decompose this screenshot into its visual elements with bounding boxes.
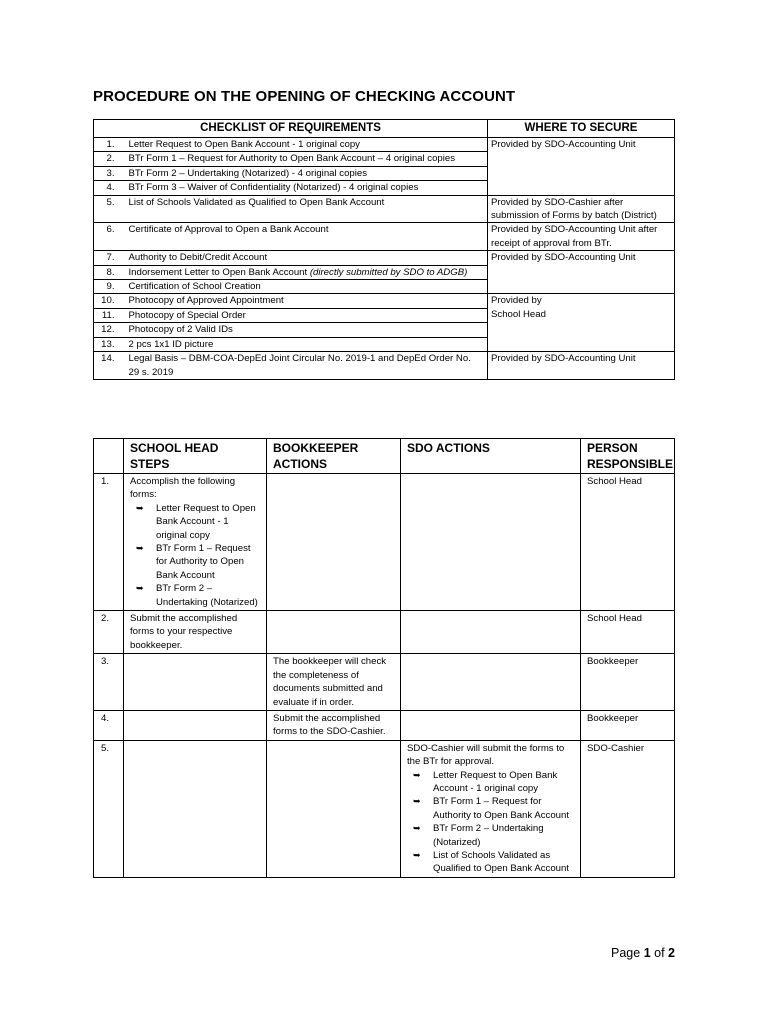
- bookkeeper-action: [267, 474, 401, 611]
- table-header-row: [94, 439, 675, 474]
- requirement-text: Photocopy of Special Order: [121, 308, 488, 322]
- list-item: ➥ BTr Form 1 – Request for Authority to Open Bank Account: [130, 542, 260, 582]
- table-row: [94, 251, 675, 265]
- requirement-text: Legal Basis – DBM-COA-DepEd Joint Circular No. 2019-1 and DepEd Order No. 29 s. 2019: [121, 352, 488, 380]
- requirement-main: Indorsement Letter to Open Bank Account: [128, 266, 310, 278]
- school-head-steps-header: SCHOOL HEAD STEPS: [124, 439, 267, 474]
- item-number: 3.: [94, 166, 121, 180]
- item-number: 10.: [94, 294, 121, 308]
- person-responsible-header: PERSON RESPONSIBLE: [581, 439, 675, 474]
- table-row: [94, 138, 675, 152]
- list-item: ➥ BTr Form 1 – Request for Authority to Open Bank Account: [407, 795, 574, 822]
- requirement-text: Authority to Debit/Credit Account: [121, 251, 488, 265]
- person-responsible: School Head: [581, 474, 675, 611]
- page-word: Page: [611, 946, 641, 960]
- requirement-text: BTr Form 1 – Request for Authority to Open Bank Account – 4 original copies: [121, 152, 488, 166]
- page-title: PROCEDURE ON THE OPENING OF CHECKING ACCOUNT: [93, 88, 516, 105]
- list-item: ➥ BTr Form 2 – Undertaking (Notarized): [407, 822, 574, 849]
- bookkeeper-action: [267, 740, 401, 877]
- requirement-text: [121, 265, 488, 279]
- item-number: 7.: [94, 251, 121, 265]
- bookkeeper-action: Submit the accomplished forms to the SDO-Cashier.: [267, 710, 401, 740]
- current-page: 1: [643, 946, 651, 960]
- where-to-secure: Provided by SDO-Accounting Unit: [488, 352, 675, 380]
- where-header: WHERE TO SECURE: [488, 120, 675, 138]
- step-number: 2.: [94, 611, 124, 654]
- step-number-header: [94, 439, 124, 474]
- table-row: [94, 474, 675, 611]
- requirement-text: BTr Form 3 – Waiver of Confidentiality (Notarized) - 4 original copies: [121, 181, 488, 195]
- table-row: [94, 195, 675, 223]
- where-to-secure: Provided by SDO-Accounting Unit after receipt of approval from BTr.: [488, 223, 675, 251]
- table-row: [94, 611, 675, 654]
- list-item: ➥ BTr Form 2 – Undertaking (Notarized): [130, 582, 260, 609]
- requirement-text: Letter Request to Open Bank Account - 1 original copy: [121, 138, 488, 152]
- table-row: [94, 654, 675, 711]
- item-number: 1.: [94, 138, 121, 152]
- item-number: 5.: [94, 195, 121, 223]
- sdo-action: [401, 740, 581, 877]
- bookkeeper-action: [267, 611, 401, 654]
- requirement-text: BTr Form 2 – Undertaking (Notarized) - 4 original copies: [121, 166, 488, 180]
- bookkeeper-actions-header: BOOKKEEPER ACTIONS: [267, 439, 401, 474]
- item-number: 4.: [94, 181, 121, 195]
- requirement-text: Photocopy of Approved Appointment: [121, 294, 488, 308]
- step-intro: SDO-Cashier will submit the forms to the BTr for approval.: [407, 742, 565, 768]
- where-to-secure: Provided by SDO-Accounting Unit: [488, 138, 675, 196]
- table-header-row: [94, 120, 675, 138]
- item-number: 14.: [94, 352, 121, 380]
- table-row: [94, 223, 675, 251]
- requirement-text: Certification of School Creation: [121, 280, 488, 294]
- sdo-action: [401, 611, 581, 654]
- table-row: [94, 294, 675, 308]
- of-word: of: [654, 946, 665, 960]
- step-number: 1.: [94, 474, 124, 611]
- school-head-step: [124, 710, 267, 740]
- school-head-source: Provided by School Head: [491, 295, 546, 320]
- school-head-step: [124, 654, 267, 711]
- item-number: 13.: [94, 337, 121, 351]
- item-number: 8.: [94, 265, 121, 279]
- school-head-step: Submit the accomplished forms to your respective bookkeeper.: [124, 611, 267, 654]
- school-head-step: [124, 474, 267, 611]
- bookkeeper-action: The bookkeeper will check the completeness of documents submitted and evaluate if in order.: [267, 654, 401, 711]
- page-number: [611, 946, 675, 960]
- item-number: 2.: [94, 152, 121, 166]
- form-list: [407, 769, 574, 876]
- list-item: ➥ List of Schools Validated as Qualified to Open Bank Account: [407, 849, 574, 876]
- sdo-action: [401, 654, 581, 711]
- where-to-secure: Provided by SDO-Accounting Unit: [488, 251, 675, 294]
- sdo-actions-header: SDO ACTIONS: [401, 439, 581, 474]
- step-number: 5.: [94, 740, 124, 877]
- checklist-header: CHECKLIST OF REQUIREMENTS: [94, 120, 488, 138]
- requirement-text: 2 pcs 1x1 ID picture: [121, 337, 488, 351]
- where-to-secure: [488, 294, 675, 352]
- person-responsible: SDO-Cashier: [581, 740, 675, 877]
- step-intro: Accomplish the following forms:: [130, 476, 236, 501]
- total-pages: 2: [668, 946, 675, 960]
- form-list: [130, 502, 260, 609]
- requirements-checklist-table: [93, 119, 675, 380]
- person-responsible: School Head: [581, 611, 675, 654]
- requirement-text: List of Schools Validated as Qualified to Open Bank Account: [121, 195, 488, 223]
- item-number: 12.: [94, 323, 121, 337]
- list-item: ➥ Letter Request to Open Bank Account - 1 original copy: [130, 502, 260, 542]
- step-number: 3.: [94, 654, 124, 711]
- school-head-step: [124, 740, 267, 877]
- table-row: [94, 710, 675, 740]
- where-to-secure: Provided by SDO-Cashier after submission of Forms by batch (District): [488, 195, 675, 223]
- requirement-text: Certificate of Approval to Open a Bank Account: [121, 223, 488, 251]
- sdo-action: [401, 474, 581, 611]
- procedure-steps-table: [93, 438, 675, 878]
- requirement-note: (directly submitted by SDO to ADGB): [309, 266, 468, 278]
- table-row: [94, 352, 675, 380]
- sdo-action: [401, 710, 581, 740]
- item-number: 6.: [94, 223, 121, 251]
- requirement-text: Photocopy of 2 Valid IDs: [121, 323, 488, 337]
- person-responsible: Bookkeeper: [581, 710, 675, 740]
- step-number: 4.: [94, 710, 124, 740]
- item-number: 9.: [94, 280, 121, 294]
- table-row: [94, 740, 675, 877]
- item-number: 11.: [94, 308, 121, 322]
- person-responsible: Bookkeeper: [581, 654, 675, 711]
- list-item: ➥ Letter Request to Open Bank Account - 1 original copy: [407, 769, 574, 796]
